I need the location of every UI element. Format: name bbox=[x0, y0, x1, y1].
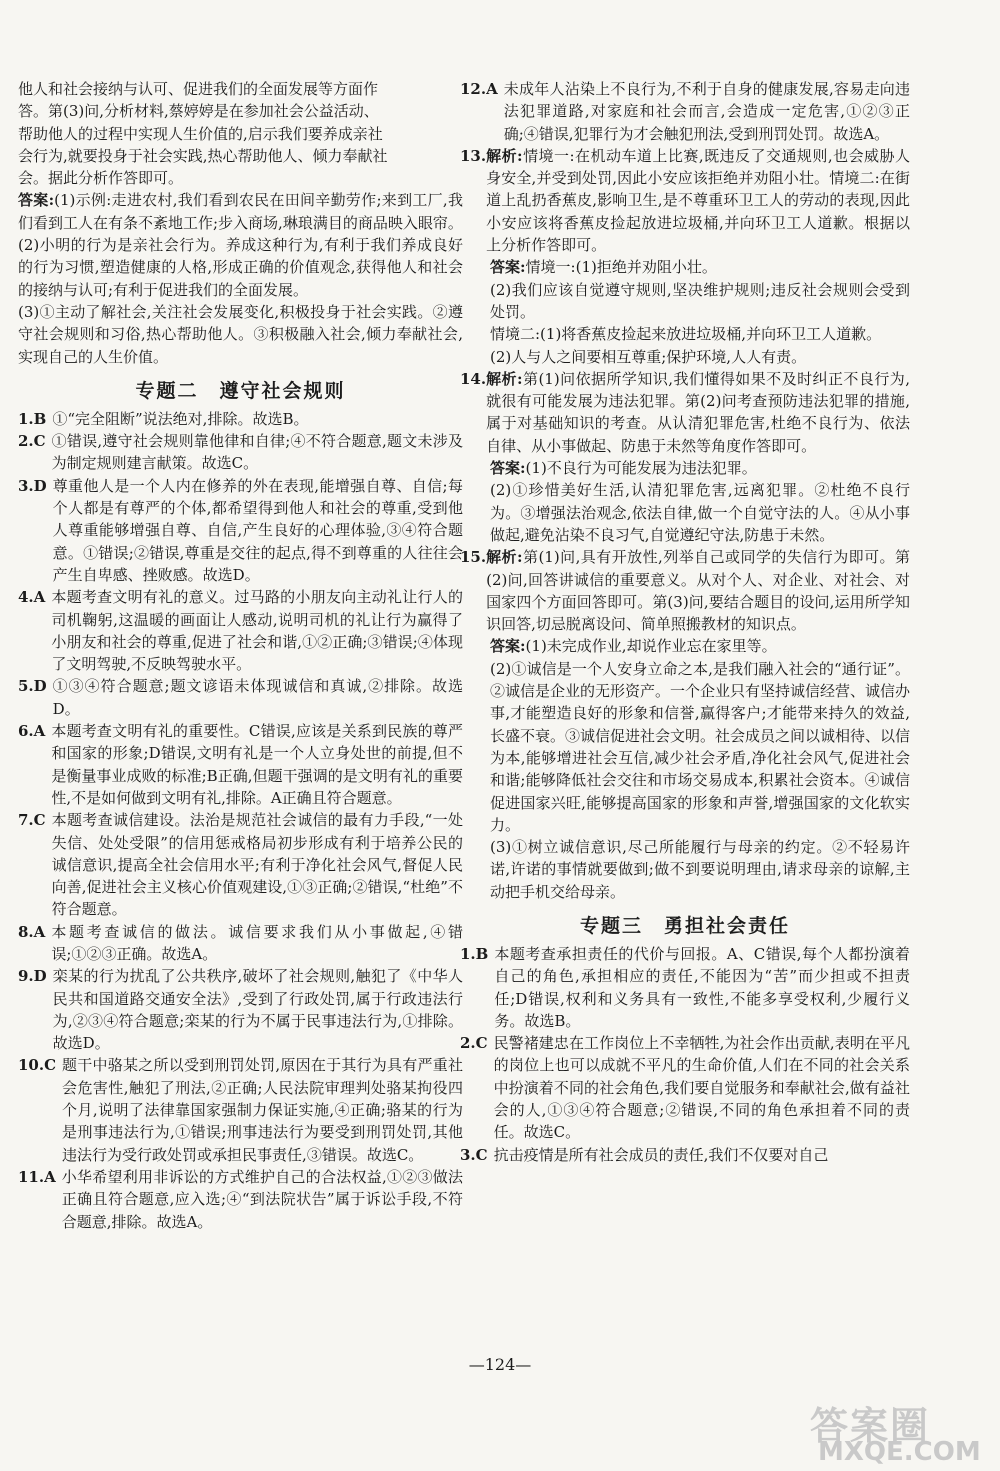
question-number: 1.B bbox=[460, 944, 489, 963]
answer-text: (2)小明的行为是亲社会行为。养成这种行为,有利于我们养成良好的行为习惯,塑造健康的人格,形成正确的价值观念,获得他人和社会的接纳与认可;有利于促进我们的全面发展。 bbox=[18, 236, 463, 299]
question-number: 3.D bbox=[18, 476, 47, 495]
question-item bbox=[18, 720, 463, 809]
analysis-label: 解析: bbox=[486, 369, 523, 388]
question-item bbox=[460, 546, 910, 635]
answer-block bbox=[460, 635, 910, 657]
answer-label: 答案: bbox=[490, 637, 526, 656]
watermark-text: 答案圈 bbox=[810, 1404, 931, 1448]
question-text: 本题考查诚信的做法。诚信要求我们从小事做起,④错误;①②③正确。故选A。 bbox=[51, 922, 463, 963]
question-text: 小华希望利用非诉讼的方式维护自己的合法权益,①②③做法正确且符合题意,应入选;④“到法院状告”属于诉讼手段,不符合题意,排除。故选A。 bbox=[61, 1167, 463, 1231]
question-text: 栾某的行为扰乱了公共秩序,破坏了社会规则,触犯了《中华人民共和国道路交通安全法》,受到了行政处罚,属于行政违法行为,②③④符合题意;栾某的行为不属于民事违法行为,①排除。故选D。 bbox=[52, 967, 463, 1053]
question-list bbox=[18, 408, 463, 1233]
question-text: 尊重他人是一个人内在修养的外在表现,能增强自尊、自信;每个人都是有尊严的个体,都希望得到他人和社会的尊重,受到他人尊重能够增强自尊、自信,产生良好的心理体验,③④符合题意。①错误;②错误,尊重是交往的起点,得不到尊重的人往往会产生自卑感、挫败感。故选D。 bbox=[52, 476, 463, 584]
analysis-label: 解析: bbox=[486, 548, 523, 567]
question-number: 14. bbox=[460, 369, 487, 388]
left-column bbox=[18, 78, 463, 1233]
question-text: 本题考查承担责任的代价与回报。A、C错误,每个人都扮演着自己的角色,承担相应的责任,不能因为“苦”而少担或不担责任;D错误,权利和义务具有一致性,不能多享受权利,少履行义务。故选B。 bbox=[494, 944, 910, 1030]
question-text: 第(1)问,具有开放性,列举自己或同学的失信行为即可。第(2)问,回答讲诚信的重要意义。从对个人、对企业、对社会、对国家四个方面回答即可。第(3)问,要结合题目的设问,运用所学知识回答,切忌脱离设问、简单照搬教材的知识点。 bbox=[486, 548, 910, 634]
question-number: 15. bbox=[460, 548, 487, 567]
right-column bbox=[460, 78, 910, 1166]
question-text: 本题考查诚信建设。法治是规范社会诚信的最有力手段,“一处失信、处处受限”的信用惩戒格局初步形成有利于培养公民的诚信意识,提高全社会信用水平;有利于净化社会风气,督促人民向善,促进社会主义核心价值观建设,①③正确;②错误,“杜绝”不符合题意。 bbox=[51, 811, 463, 919]
question-number: 3.C bbox=[460, 1145, 488, 1164]
question-text: 情境一:在机动车道上比赛,既违反了交通规则,也会威胁人身安全,并受到处罚,因此小安应该拒绝并劝阻小壮。情境二:在街道上乱扔香蕉皮,影响卫生,是不尊重环卫工人的劳动的表现,因此小安应该将香蕉皮捡起放进垃圾桶,并向环卫工人道歉。根据以上分析作答即可。 bbox=[486, 146, 911, 255]
question-item bbox=[460, 368, 910, 457]
question-text: ①“完全阻断”说法绝对,排除。故选B。 bbox=[52, 409, 309, 428]
answer-text: (1)不良行为可能发展为违法犯罪。 bbox=[525, 459, 757, 478]
question-number: 10.C bbox=[18, 1056, 57, 1075]
answer-block bbox=[460, 256, 910, 278]
question-text: 民警褚建忠在工作岗位上不幸牺牲,为社会作出贡献,表明在平凡的岗位上也可以成就不平凡的生命价值,人们在不同的社会关系中扮演着不同的社会角色,我们要自觉服务和奉献社会,做有益社会的人,①③④符合题意;②错误,不同的角色承担着不同的责任。故选C。 bbox=[493, 1034, 910, 1142]
question-text: 本题考查文明有礼的意义。过马路的小朋友向主动礼让行人的司机鞠躬,这温暖的画面让人感动,说明司机的礼让行为赢得了小朋友和社会的尊重,促进了社会和谐,①②正确;③错误;④体现了文明驾驶,不反映驾驶水平。 bbox=[51, 588, 463, 674]
question-text: 第(1)问依据所学知识,我们懂得如果不及时纠正不良行为,就很有可能发展为违法犯罪。第(2)问考查预防违法犯罪的措施,属于对基础知识的考查。从认清犯罪危害,杜绝不良行为、依法自律、从小事做起、防患于未然等角度作答即可。 bbox=[486, 369, 910, 455]
question-item bbox=[18, 1166, 463, 1233]
question-item bbox=[18, 809, 463, 920]
answer-text: (2)我们应该自觉遵守规则,坚决维护规则;违反社会规则会受到处罚。 bbox=[490, 280, 910, 321]
answer-text: (2)人与人之间要相互尊重;保护环境,人人有责。 bbox=[490, 347, 807, 366]
question-number: 1.B bbox=[18, 409, 47, 428]
question-text: 本题考查文明有礼的重要性。C错误,应该是关系到民族的尊严和国家的形象;D错误,文明有礼是一个人立身处世的前提,但不是衡量事业成败的标准;B正确,但题干强调的是文明有礼的重要性,不是如何做到文明有礼,排除。A正确且符合题意。 bbox=[51, 722, 463, 807]
answer-block bbox=[460, 457, 910, 479]
question-number: 11.A bbox=[18, 1167, 56, 1186]
question-text: 抗击疫情是所有社会成员的责任,我们不仅要对自己 bbox=[493, 1145, 829, 1164]
question-body bbox=[486, 145, 910, 256]
question-item bbox=[460, 145, 910, 256]
page-number: —124— bbox=[468, 1355, 532, 1374]
question-number: 5.D bbox=[18, 677, 47, 696]
answer-text: (1)未完成作业,却说作业忘在家里等。 bbox=[525, 637, 777, 656]
question-body bbox=[486, 368, 910, 457]
question-item bbox=[18, 475, 463, 586]
answer-label: 答案: bbox=[490, 258, 526, 277]
question-item bbox=[18, 965, 463, 1054]
question-number: 6.A bbox=[18, 722, 46, 741]
answer-text: 情境二:(1)将香蕉皮捡起来放进垃圾桶,并向环卫工人道歉。 bbox=[490, 325, 882, 344]
question-body bbox=[486, 546, 910, 635]
question-item bbox=[18, 921, 463, 966]
question-number: 12.A bbox=[460, 80, 498, 98]
question-text: ①错误,遵守社会规则靠他律和自律;④不符合题意,题文未涉及为制定规则建言献策。故选C。 bbox=[51, 432, 463, 473]
question-item bbox=[460, 943, 910, 1032]
question-item bbox=[460, 1032, 910, 1143]
question-number: 4.A bbox=[18, 588, 46, 607]
question-text: 未成年人沾染上不良行为,不利于自身的健康发展,容易走向违法犯罪道路,对家庭和社会而言,会造成一定危害,①②③正确;④错误,犯罪行为才会触犯刑法,受到刑罚处罚。故选A。 bbox=[503, 80, 910, 143]
question-item bbox=[18, 1054, 463, 1165]
answer-text: (1)示例:走进农村,我们看到农民在田间辛勤劳作;来到工厂,我们看到工人在有条不紊地工作;步入商场,琳琅满目的商品映入眼帘。 bbox=[18, 191, 463, 232]
question-number: 9.D bbox=[18, 967, 47, 986]
text-line: 答。第(3)问,分析材料,蔡婷婷是在参加社会公益活动、 bbox=[18, 102, 379, 121]
section-title: 专题二 遵守社会规则 bbox=[135, 379, 346, 402]
question-item bbox=[18, 430, 463, 475]
answer-text: 情境一:(1)拒绝并劝阻小壮。 bbox=[525, 258, 717, 277]
text-line: 他人和社会接纳与认可、促进我们的全面发展等方面作 bbox=[18, 80, 379, 98]
question-number: 7.C bbox=[18, 811, 46, 830]
watermark-logo bbox=[810, 1395, 990, 1465]
question-item bbox=[18, 675, 463, 720]
question-number: 2.C bbox=[18, 432, 46, 451]
answer-label: 答案: bbox=[18, 191, 55, 210]
question-number: 8.A bbox=[18, 922, 46, 941]
question-item bbox=[18, 586, 463, 675]
text-line: 会。据此分析作答即可。 bbox=[18, 169, 184, 188]
question-number: 2.C bbox=[460, 1034, 488, 1053]
question-text: 题干中骆某之所以受到刑罚处罚,原因在于其行为具有严重社会危害性,触犯了刑法,②正确;人民法院审理判处骆某拘役四个月,说明了法律靠国家强制力保证实施,④正确;骆某的行为是刑事违法行为,①错误;刑事违法行为要受到刑罚处罚,其他违法行为受行政处罚或承担民事责任,③错误。故选C。 bbox=[62, 1056, 463, 1164]
question-item bbox=[460, 78, 910, 145]
watermark-url: MXQE.COM bbox=[818, 1437, 981, 1467]
answer-text: (3)①树立诚信意识,尽己所能履行与母亲的约定。②不轻易许诺,许诺的事情就要做到;做不到要说明理由,请求母亲的谅解,主动把手机交给母亲。 bbox=[490, 838, 910, 901]
answer-text: (3)①主动了解社会,关注社会发展变化,积极投身于社会实践。②遵守社会规则和习俗,热心帮助他人。③积极融入社会,倾力奉献社会,实现自己的人生价值。 bbox=[18, 302, 463, 366]
text-line: 帮助他人的过程中实现人生价值的,启示我们要养成亲社 bbox=[18, 124, 383, 143]
answer-label: 答案: bbox=[490, 459, 526, 478]
text-line: 会行为,就要投身于社会实践,热心帮助他人、倾力奉献社 bbox=[18, 146, 388, 165]
answer-text: (2)①珍惜美好生活,认清犯罪危害,远离犯罪。②杜绝不良行为。③增强法治观念,依法自律,做一个自觉守法的人。④从小事做起,避免沾染不良习气,自觉遵纪守法,防患于未然。 bbox=[490, 481, 910, 544]
analysis-label: 解析: bbox=[486, 146, 523, 165]
answer-text: (2)①诚信是一个人安身立命之本,是我们融入社会的“通行证”。②诚信是企业的无形资产。一个企业只有坚持诚信经营、诚信办事,才能塑造良好的形象和信誉,赢得客户;才能带来持久的效益,长盛不衰。③诚信促进社会文明。社会成员之间以诚相待、以信为本,能够增进社会互信,减少社会矛盾,净化社会风气,促进社会和谐;能够降低社会交往和市场交易成本,积累社会资本。④诚信促进国家兴旺,能够提高国家的形象和声誉,增强国家的文化软实力。 bbox=[490, 659, 911, 834]
intro-paragraph bbox=[18, 78, 463, 189]
section-title: 专题三 勇担社会责任 bbox=[579, 914, 790, 937]
question-number: 13. bbox=[460, 146, 487, 165]
question-item bbox=[18, 408, 463, 430]
question-text: ①③④符合题意;题文谚语未体现诚信和真诚,②排除。故选D。 bbox=[52, 677, 463, 718]
question-item bbox=[460, 1144, 910, 1166]
answer-block bbox=[18, 189, 463, 234]
